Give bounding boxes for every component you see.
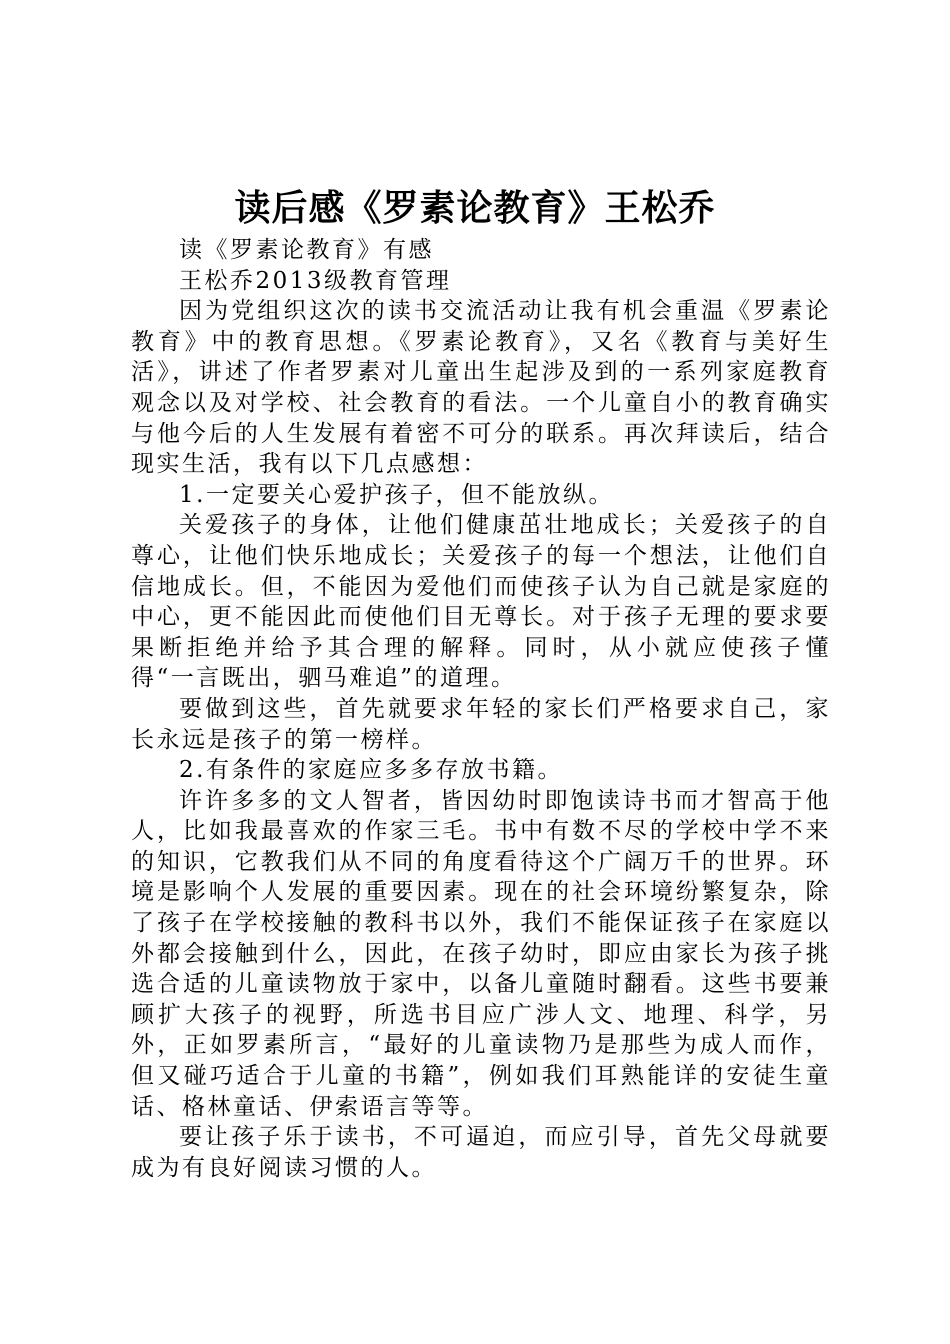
paragraph-point-2-conclusion: 要让孩子乐于读书，不可逼迫，而应引导，首先父母就要成为有良好阅读习惯的人。 [131,1124,831,1181]
paragraph-point-2-heading: 2.有条件的家庭应多多存放书籍。 [179,757,563,784]
document-title: 读后感《罗素论教育》王松乔 [234,188,716,229]
paragraph-point-1-conclusion: 要做到这些，首先就要求年轻的家长们严格要求自己，家长永远是孩子的第一榜样。 [131,695,831,753]
paragraph-intro: 因为党组织这次的读书交流活动让我有机会重温《罗素论教育》中的教育思想。《罗素论教育》，又名《教育与美好生活》，讲述了作者罗素对儿童出生起涉及到的一系列家庭教育观念以及对学校、社会教育的看法。一个儿童自小的教育确实与他今后的人生发展有着密不可分的联系。再次拜读后，结合现实生活，我有以下几点感想： [131,298,831,478]
paragraph-point-1-body: 关爱孩子的身体，让他们健康茁壮地成长；关爱孩子的自尊心，让他们快乐地成长；关爱孩子的每一个想法，让他们自信地成长。但，不能因为爱他们而使孩子认为自己就是家庭的中心，更不能因此而使他们目无尊长。对于孩子无理的要求要果断拒绝并给予其合理的解释。同时，从小就应使孩子懂得“一言既出，驷马难追”的道理。 [131,512,831,692]
paragraph-subtitle: 读《罗素论教育》有感 [179,237,434,263]
paragraph-point-2-body: 许许多多的文人智者，皆因幼时即饱读诗书而才智高于他人，比如我最喜欢的作家三毛。书中有数不尽的学校中学不来的知识，它教我们从不同的角度看待这个广阔万千的世界。环境是影响个人发展的重要因素。现在的社会环境纷繁复杂，除了孩子在学校接触的教科书以外，我们不能保证孩子在家庭以外都会接触到什么，因此，在孩子幼时，即应由家长为孩子挑选合适的儿童读物放于家中，以备儿童随时翻看。这些书要兼顾扩大孩子的视野，所选书目应广涉人文、地理、科学，另外，正如罗素所言，“最好的儿童读物乃是那些为成人而作，但又碰巧适合于儿童的书籍”，例如我们耳熟能详的安徒生童话、格林童话、伊索语言等等。 [131,787,831,1120]
paragraph-point-1-heading: 1.一定要关心爱护孩子，但不能放纵。 [179,481,614,508]
paragraph-author-line: 王松乔2013级教育管理 [179,267,452,294]
document-body [131,235,831,1183]
